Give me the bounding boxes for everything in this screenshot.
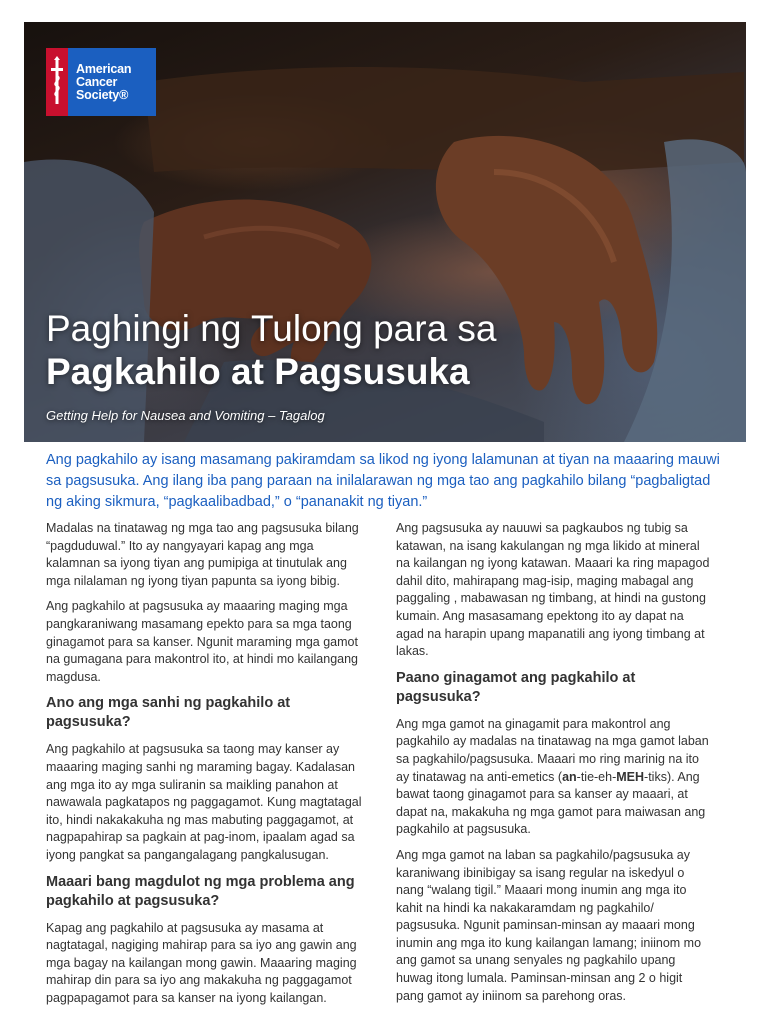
text-span: -tie-eh- [576, 769, 617, 784]
page-title-line2: Pagkahilo at Pagsusuka [46, 351, 470, 392]
left-paragraph-4: Kapag ang pagkahilo at pagsusuka ay masama at nagtatagal, nagiging mahirap para sa iyo ang gawin ang mga bagay na kailangan mong gawin. Maaaring maging mahirap din para sa iyo ang makakuha ng paggagamot pagpapagamot para sa kanser na iyong kailangan. [46, 920, 357, 1005]
page-subtitle: Getting Help for Nausea and Vomiting – Tagalog [46, 408, 325, 423]
logo-wordmark: American Cancer Society® [76, 61, 132, 102]
pronunciation-stress-2: MEH [616, 769, 645, 784]
intro-paragraph: Ang pagkahilo ay isang masamang pakiramdam sa likod ng iyong lalamunan at tiyan na maaaring mauwi sa pagsusuka. Ang ilang iba pang paraan na inilalarawan ng mga tao ang pagkahilo bilang “pagbaligtad ng aking sikmura, “pagkaalibadbad,” o “pananakit ng tiyan.” [46, 452, 720, 510]
heading-treatment: Paano ginagamot ang pagkahilo at pagsusuka? [396, 669, 636, 705]
page-title-line1: Paghingi ng Tulong para sa [46, 308, 497, 349]
text-span: Ang mga gamot na ginagamit para makontrol ang pagkahilo ay madalas na tinatawag na mga gamot laban sa pagkahilo/pagsusuka. Maaari mo ring marinig na ito ay tinatawag na anti-emetics ( [396, 716, 709, 784]
right-paragraph-2 [396, 716, 712, 839]
text-span: -tiks). Ang bawat taong ginagamot para sa kanser ay maaari, at dapat na, makakuha ng mga gamot para maiwasan ang pagkahilo at pagsusuka. [396, 769, 706, 837]
left-paragraph-2: Ang pagkahilo at pagsusuka ay maaaring maging mga pangkaraniwang masamang epekto para sa mga taong ginagamot para sa kanser. Ngunit maraming mga gamot na gumagana para makontrol ito, at hindi mo kailangang magdusa. [46, 599, 359, 684]
right-paragraph-3: Ang mga gamot na laban sa pagkahilo/pagsusuka ay karaniwang ibinibigay sa isang regular na iskedyul o nang “walang tigil.” Maaari mong inumin ang mga ito kahit na hindi ka nakakaramdam ng pagkahilo/ pagsusuka. Ngunit paminsan-minsan ay maaari mong inumin ang mga ito kung kailangan lamang; iniinom mo ang gamot sa unang senyales ng pagkahilo upang huwag itong lumala. Paminsan-minsan ang 2 o higit pang gamot ay iniinom sa parehong oras. [396, 847, 702, 1003]
left-paragraph-1: Madalas na tinatawag ng mga tao ang pagsusuka bilang “pagduduwal.” Ito ay nangyayari kapag ang mga kalamnan sa iyong tiyan ang pumipiga at tinutulak ang mga nilalaman ng iyong tiyan papunta sa iyong bibig. [46, 521, 359, 588]
hero-photo [24, 22, 746, 442]
right-paragraph-1: Ang pagsusuka ay nauuwi sa pagkaubos ng tubig sa katawan, na isang kakulangan ng mga likido at mineral na kailangan ng iyong katawan. Maaari ka ring mapagod dahil dito, mahirapang mag-isip, maging mabagal ang paggaling , mabawasan ng timbang, at hindi na gustong kumain. Ang masasamang epektong ito ay dapat na agad na harapin upang mapanatili ang iyong timbang at lakas. [396, 521, 710, 659]
heading-problems: Maaari bang magdulot ng mga problema ang pagkahilo at pagsusuka? [46, 873, 355, 909]
logo-sword-icon [46, 48, 68, 116]
heading-causes: Ano ang mga sanhi ng pagkahilo at pagsusuka? [46, 695, 291, 731]
right-column [396, 520, 712, 1013]
title-block [46, 308, 726, 423]
left-column [46, 520, 362, 1015]
pronunciation-stress-1: an [562, 769, 577, 784]
left-paragraph-3: Ang pagkahilo at pagsusuka sa taong may kanser ay maaaring maging sanhi ng maraming bagay. Kadalasan ang mga ito ay mga suliranin sa maikling panahon at nawawala pagkatapos ng paggagamot. Kung magtatagal ito, hindi nakakakuha ng mas mabuting paggagamot, at nagpapahirap sa pagkain at pag-inom, ipaalam agad sa iyong pangkat sa pangangalagang pangkalusugan. [46, 742, 362, 862]
american-cancer-society-logo [46, 48, 156, 116]
